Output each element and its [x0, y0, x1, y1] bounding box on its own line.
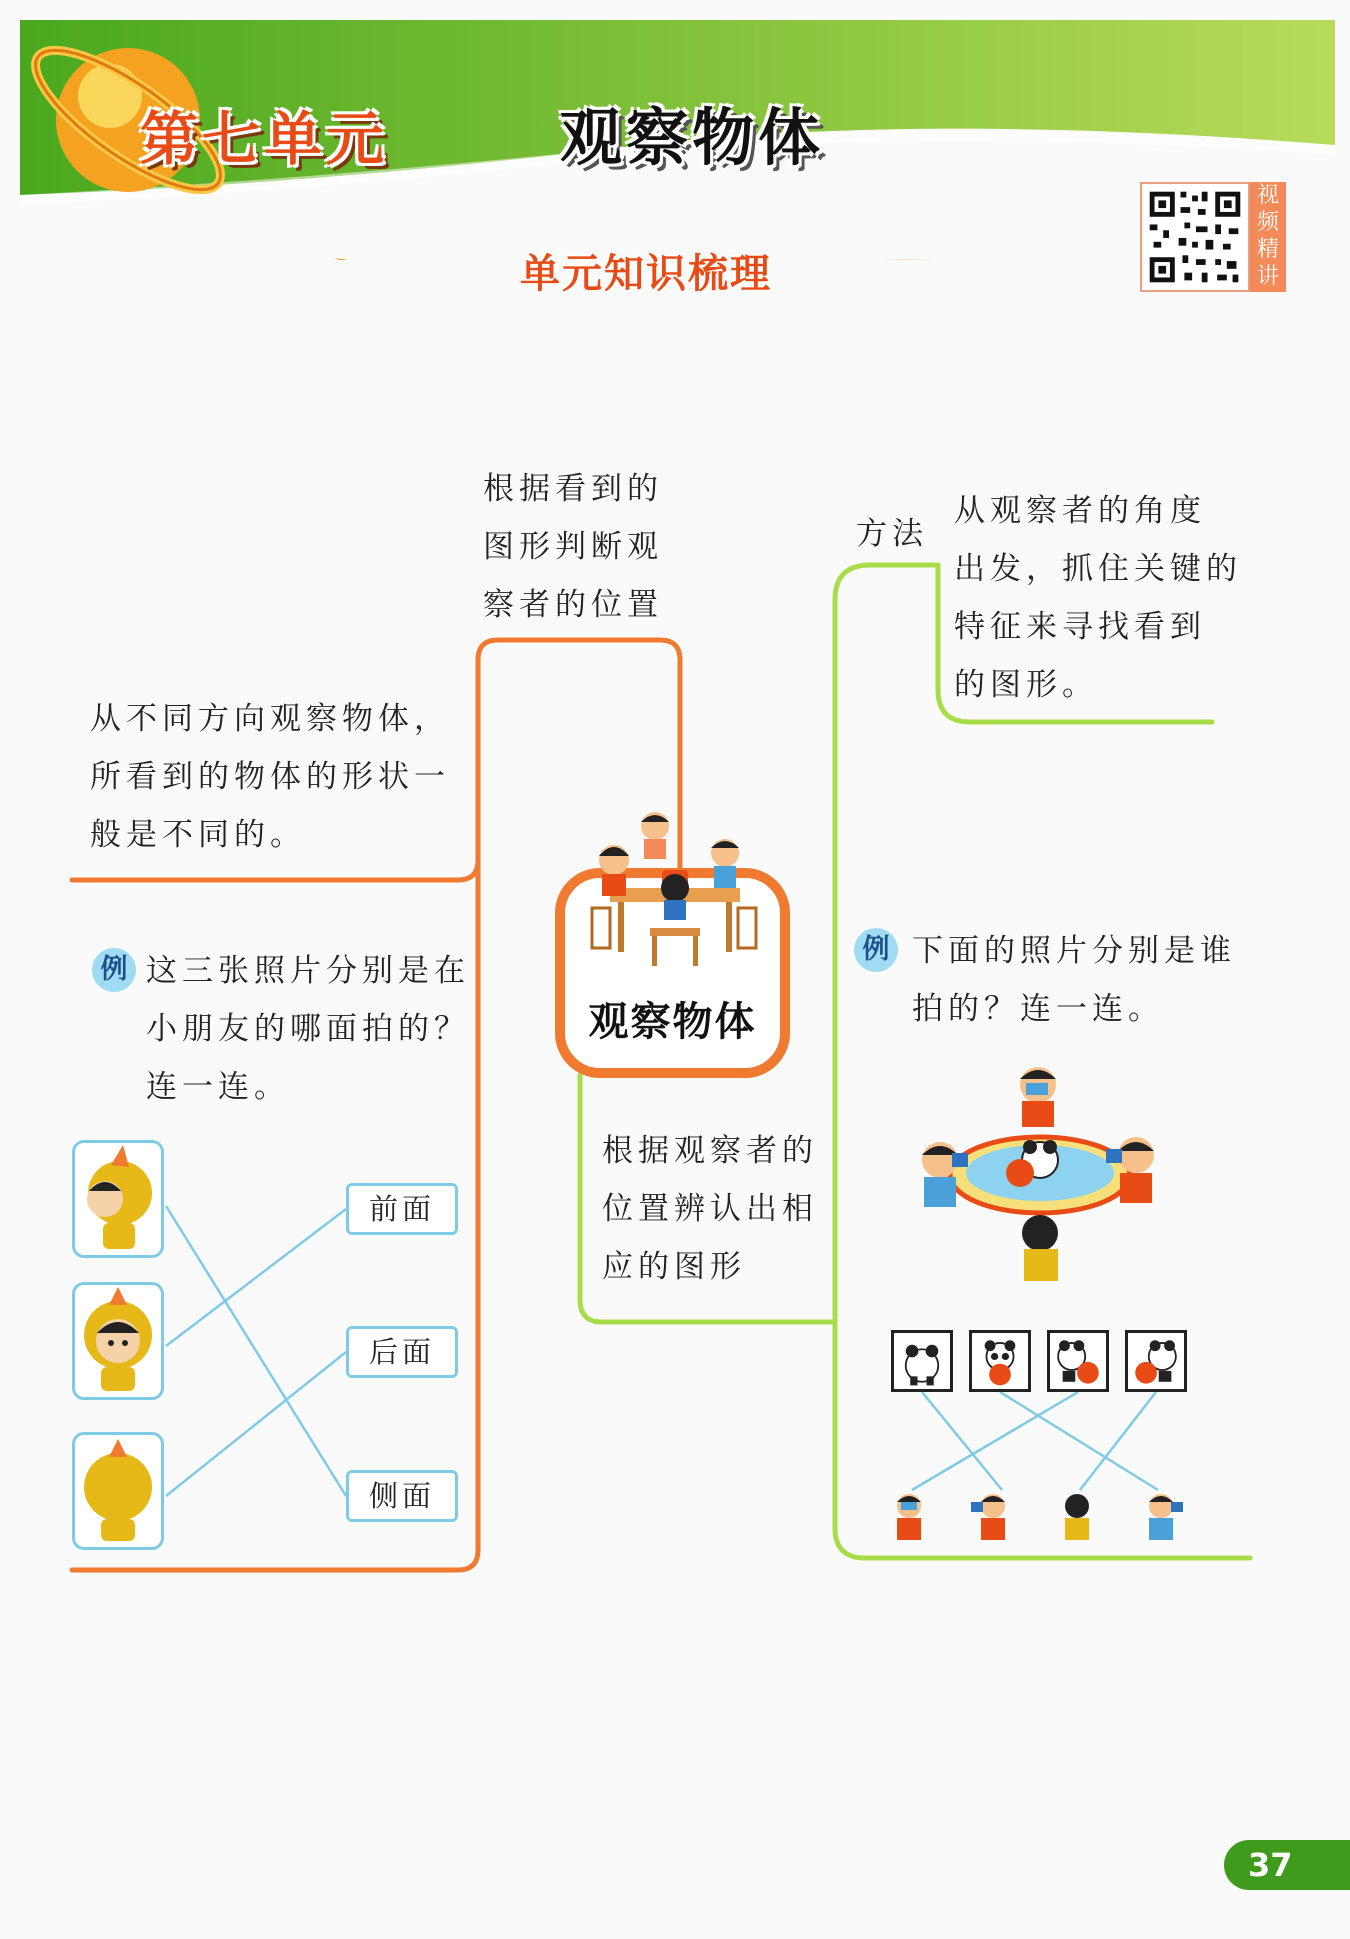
branch-line: 根据看到的 [483, 471, 663, 507]
branch-line: 的图形。 [954, 667, 1098, 703]
unit-title: 观察物体 [560, 101, 825, 174]
question-line: 下面的照片分别是谁 [912, 933, 1236, 969]
photo-side-view[interactable] [72, 1140, 164, 1258]
question-line: 连一连。 [146, 1069, 290, 1105]
panda-back-card[interactable] [891, 1330, 953, 1392]
branch-different-directions [90, 690, 450, 864]
example-badge: 例 [92, 948, 136, 992]
branch-line: 出发，抓住关键的 [954, 551, 1242, 587]
option-front[interactable]: 前面 [346, 1183, 458, 1235]
branch-line: 从不同方向观察物体， [90, 701, 450, 737]
panda-side-card-a[interactable] [1047, 1330, 1109, 1392]
page-number: 37 [1224, 1840, 1350, 1890]
example-badge: 例 [854, 928, 898, 972]
branch-line: 应的图形 [602, 1249, 746, 1285]
center-label: 观察物体 [588, 999, 757, 1045]
branch-line: 图形判断观 [483, 529, 663, 565]
summary-title: 单元知识梳理 [520, 251, 772, 297]
children-table-illustration [580, 808, 770, 973]
example-right-question [912, 922, 1236, 1038]
branch-line: 特征来寻找看到 [954, 609, 1206, 645]
method-label: 方法 [856, 516, 928, 552]
photographer-girl-b [1149, 1494, 1183, 1540]
panda-front-card[interactable] [969, 1330, 1031, 1392]
photo-front-view[interactable] [72, 1282, 164, 1400]
photographer-back [1065, 1494, 1089, 1540]
branch-identify-shape [602, 1122, 818, 1296]
branch-line: 般是不同的。 [90, 817, 306, 853]
panda-photographers-illustration [900, 1055, 1180, 1285]
photographers-row [885, 1488, 1195, 1548]
branch-method [954, 482, 1242, 714]
option-side[interactable]: 侧面 [346, 1470, 458, 1522]
question-line: 小朋友的哪面拍的？ [146, 1011, 470, 1047]
branch-line: 位置辨认出相 [602, 1191, 818, 1227]
unit-label: 第七单元 [140, 105, 389, 173]
branch-line: 从观察者的角度 [954, 493, 1206, 529]
example-left-question [146, 942, 470, 1116]
branch-line: 所看到的物体的形状一 [90, 759, 450, 795]
branch-judge-position [483, 460, 663, 634]
panda-side-card-b[interactable] [1125, 1330, 1187, 1392]
branch-line: 察者的位置 [483, 587, 663, 623]
qr-video-label: 视频精讲 [1250, 182, 1286, 292]
photographer-boy [897, 1494, 921, 1540]
branch-line: 根据观察者的 [602, 1133, 818, 1169]
photographer-girl-a [971, 1494, 1005, 1540]
option-back[interactable]: 后面 [346, 1326, 458, 1378]
photo-back-view[interactable] [72, 1432, 164, 1550]
question-line: 拍的？连一连。 [912, 991, 1164, 1027]
question-line: 这三张照片分别是在 [146, 953, 470, 989]
